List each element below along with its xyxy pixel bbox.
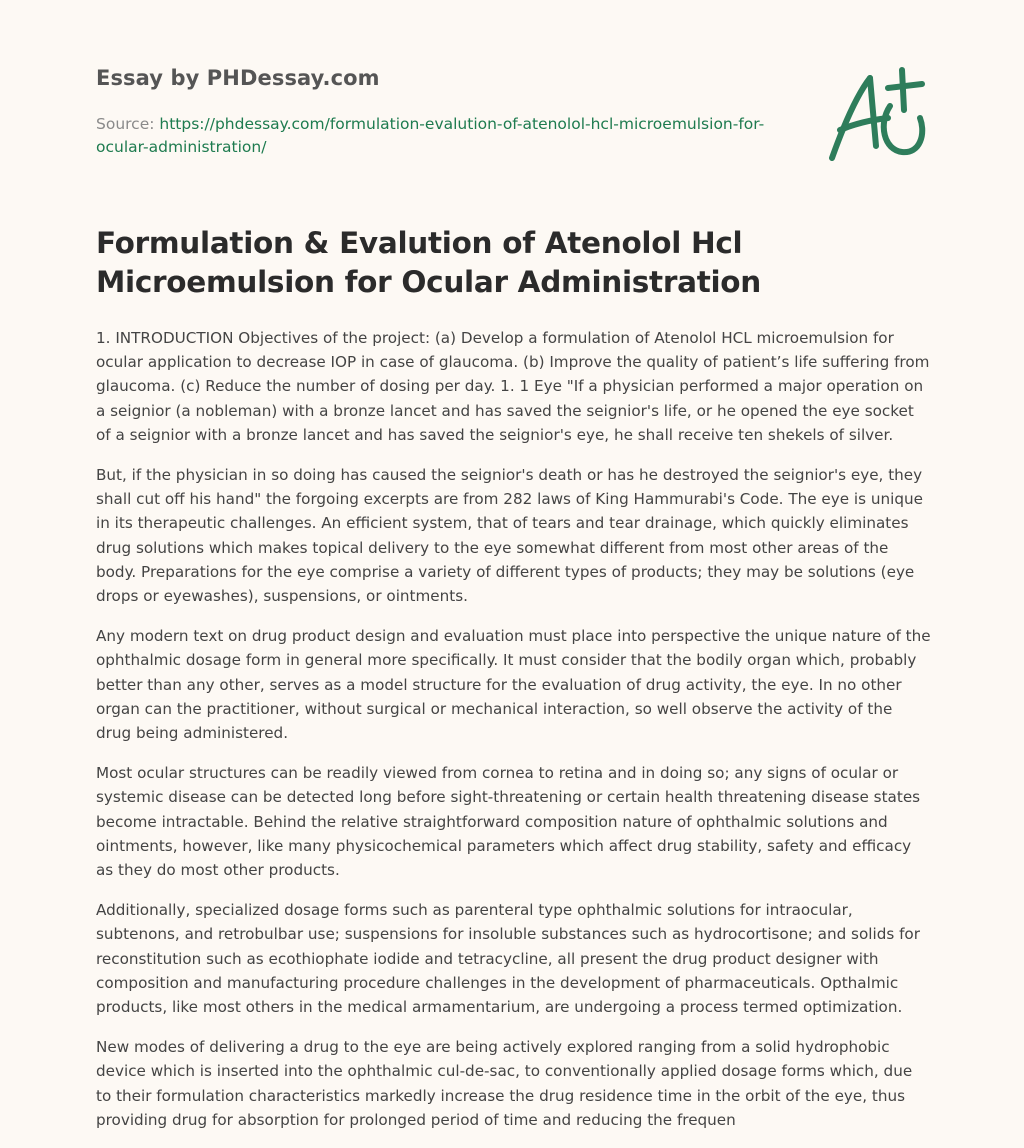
source-line [96, 113, 776, 159]
article-paragraph: Most ocular structures can be readily viewed from cornea to retina and in doing so; any signs of ocular or systemic disease can be detected long before sight-threatening or certain health threatening disease states become intractable. Behind the relative straightforward composition nature of ophthalmic solutions and ointments, however, like many physicochemical parameters which affect drug stability, safety and efficacy as they do most other products. [96, 764, 921, 880]
article-paragraph: Any modern text on drug product design and evaluation must place into perspective the unique nature of the ophthalmic dosage form in general more specifically. It must consider that the bodily organ which, probably better than any other, serves as a model structure for the evaluation of drug activity, the eye. In no other organ can the practitioner, without surgical or mechanical interaction, so well observe the activity of the drug being administered. [96, 627, 931, 743]
article-paragraph: But, if the physician in so doing has caused the seignior's death or has he destroyed the seignior's eye, they shall cut off his hand" the forgoing excerpts are from 282 laws of King Hammurabi's Code. The eye is unique in its therapeutic challenges. An efficient system, that of tears and tear drainage, which quickly eliminates drug solutions which makes topical delivery to the eye somewhat different from most other areas of the body. Preparations for the eye comprise a variety of different types of products; they may be solutions (eye drops or eyewashes), suspensions, or ointments. [96, 466, 923, 606]
article-paragraph: 1. INTRODUCTION Objectives of the project: (a) Develop a formulation of Atenolol HCL microemulsion for ocular application to decrease IOP in case of glaucoma. (b) Improve the quality of patient’s life suffering from glaucoma. (c) Reduce the number of dosing per day. 1. 1 Eye "If a physician performed a major operation on a seignior (a nobleman) with a bronze lancet and has saved the seignior's life, or he opened the eye socket of a seignior with a bronze lancet and has saved the seignior's eye, he shall receive ten shekels of silver. [96, 329, 930, 444]
source-label: Source: [96, 115, 160, 133]
article-title: Formulation & Evalution of Atenolol Hcl Microemulsion for Ocular Administration [96, 226, 761, 299]
source-link[interactable]: https://phdessay.com/formulation-evalution-of-atenolol-hcl-microemulsion-for-ocular-administration/ [96, 115, 765, 156]
header [96, 0, 928, 200]
article-paragraph: Additionally, specialized dosage forms such as parenteral type ophthalmic solutions for intraocular, subtenons, and retrobulbar use; suspensions for insoluble substances such as hydrocortisone; and solids for reconstitution such as ecothiophate iodide and tetracycline, all present the drug product designer with composition and manufacturing procedure challenges in the development of pharmaceuticals. Opthalmic products, like most others in the medical armamentarium, are undergoing a process termed optimization. [96, 901, 920, 1017]
article-paragraph: New modes of delivering a drug to the eye are being actively explored ranging from a solid hydrophobic device which is inserted into the ophthalmic cul-de-sac, to conventionally applied dosage forms which, due to their formulation characteristics markedly increase the drug residence time in the orbit of the eye, thus providing drug for absorption for prolonged period of time and reducing the frequen [96, 1038, 913, 1129]
site-brand: Essay by PHDessay.com [96, 66, 380, 90]
article-body [96, 326, 932, 1148]
a-plus-logo-icon [826, 66, 930, 166]
